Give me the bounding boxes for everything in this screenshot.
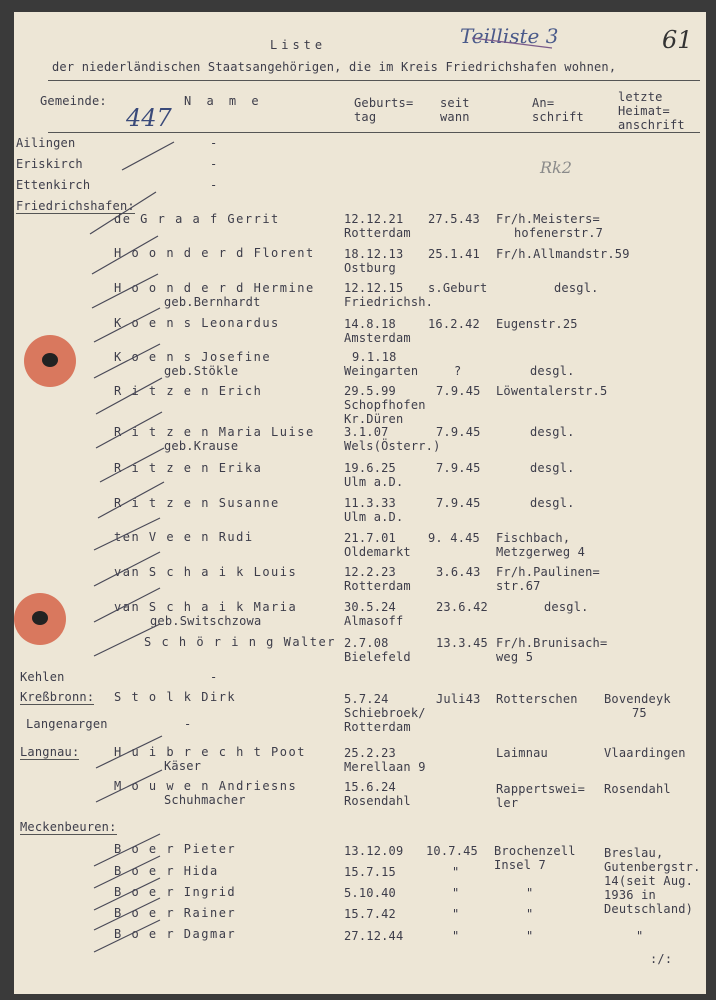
pencil-note: Rk2 [540,158,572,177]
col-anschrift-2: schrift [532,110,584,124]
row-birthplace: Oldemarkt [344,545,411,559]
row-address: desgl. [544,600,589,614]
row-name: de G r a a f Gerrit [114,212,280,226]
row-birth: 12.12.15 [344,281,404,295]
place-ailingen: Ailingen [16,136,76,150]
handwritten-page-number: 61 [662,26,693,54]
row-birthplace: Ulm a.D. [344,510,404,524]
row-birthplace-2: Rotterdam [344,720,411,734]
row-since: " [452,886,460,900]
handwritten-number: 447 [126,104,172,132]
row-birth: 27.12.44 [344,929,404,943]
row-birthplace: Friedrichsh. [344,295,434,309]
place-ettenkirch: Ettenkirch [16,178,91,192]
row-name: S c h ö r i n g Walter [144,635,336,649]
row-name-2: geb.Krause [164,439,239,453]
col-heimat-3: anschrift [618,118,685,132]
row-birthplace: Bielefeld [344,650,411,664]
row-home-2: Gutenbergstr. [604,860,701,874]
page-title: Liste [270,38,327,52]
row-birthplace: Ulm a.D. [344,475,404,489]
row-birthplace: Merellaan 9 [344,760,426,774]
row-address: Fr/h.Brunisach= [496,636,608,650]
col-heimat-2: Heimat= [618,104,670,118]
row-home: Vlaardingen [604,746,686,760]
row-name-2: geb.Switschzowa [150,614,262,628]
row-home: Rosendahl [604,782,671,796]
row-name: K o e n s Leonardus [114,316,280,330]
row-name-2: Käser [164,759,202,773]
row-address: Löwentalerstr.5 [496,384,608,398]
row-home: " [636,929,644,943]
row-birthplace: Amsterdam [344,331,411,345]
place-langnau: Langnau: [20,745,80,759]
row-name: van S c h a i k Louis [114,565,298,579]
col-gemeinde: Gemeinde: [40,94,107,108]
row-birthplace-2: Kr.Düren [344,412,404,426]
row-address: Eugenstr.25 [496,317,578,331]
dash: - [210,178,218,192]
row-home-2: 75 [632,706,647,720]
row-name: B o e r Rainer [114,906,237,920]
dash: - [210,157,218,171]
row-address: desgl. [530,496,575,510]
row-name: H u i b r e c h t Poot [114,745,306,759]
row-address: desgl. [530,425,575,439]
row-name: S t o l k Dirk [114,690,237,704]
row-home-3: 14(seit Aug. [604,874,694,888]
row-name: H o o n d e r d Hermine [114,281,315,295]
row-name: H o o n d e r d Florent [114,246,315,260]
handwritten-stamp: Teilliste 3 [460,24,559,48]
row-since: 7.9.45 [436,384,481,398]
row-birth: 9.1.18 [352,350,397,364]
row-birth: 13.12.09 [344,844,404,858]
row-address: Rotterschen [496,692,578,706]
row-name: van S c h a i k Maria [114,600,298,614]
place-kressbronn: Kreßbronn: [20,690,95,704]
row-since: " [452,907,460,921]
row-birth: 29.5.99 [344,384,396,398]
place-kehlen: Kehlen [20,670,65,684]
place-eriskirch: Eriskirch [16,157,83,171]
row-name: B o e r Ingrid [114,885,237,899]
row-address: Fr/h.Allmandstr.59 [496,247,630,261]
row-birth: 2.7.08 [344,636,389,650]
row-name: R i t z e n Susanne [114,496,280,510]
row-name: R i t z e n Erich [114,384,263,398]
row-address-2: weg 5 [496,650,534,664]
row-birth: 14.8.18 [344,317,396,331]
row-address: Fr/h.Meisters= [496,212,600,226]
page-subtitle: der niederländischen Staatsangehörigen, die im Kreis Friedrichshafen wohnen, [52,60,617,74]
row-name: ten V e e n Rudi [114,530,254,544]
dash: - [184,717,192,731]
row-address-2: Metzgerweg 4 [496,545,586,559]
document-sheet [14,12,706,994]
col-name: N a m e [184,94,263,108]
row-name: R i t z e n Erika [114,461,263,475]
row-address: Fischbach, [496,531,571,545]
row-birth: 19.6.25 [344,461,396,475]
row-birth: 18.12.13 [344,247,404,261]
row-name-2: Schuhmacher [164,793,246,807]
row-since: 10.7.45 [426,844,478,858]
row-birth: 12.2.23 [344,565,396,579]
row-since: ? [454,364,462,378]
row-name: B o e r Hida [114,864,219,878]
row-birth: 21.7.01 [344,531,396,545]
row-address-2: str.67 [496,579,541,593]
row-address: desgl. [554,281,599,295]
row-birth: 5.7.24 [344,692,389,706]
row-home-5: Deutschland) [604,902,694,916]
row-since: " [452,929,460,943]
row-birth: 12.12.21 [344,212,404,226]
row-address-2: hofenerstr.7 [514,226,604,240]
col-seit-2: wann [440,110,470,124]
row-address-2: Insel 7 [494,858,546,872]
continuation-mark: :/: [650,952,673,966]
dash: - [210,670,218,684]
row-address: desgl. [530,364,575,378]
row-since: 16.2.42 [428,317,480,331]
row-since: " [452,865,460,879]
row-since: 13.3.45 [436,636,488,650]
row-since: 3.6.43 [436,565,481,579]
row-name: R i t z e n Maria Luise [114,425,315,439]
row-birthplace: Rotterdam [344,226,411,240]
row-birth: 30.5.24 [344,600,396,614]
place-meckenbeuren: Meckenbeuren: [20,820,117,834]
row-address: Laimnau [496,746,548,760]
row-since: 9. 4.45 [428,531,480,545]
row-name: B o e r Dagmar [114,927,237,941]
row-address-2: ler [496,796,519,810]
row-birth: 11.3.33 [344,496,396,510]
row-since: 7.9.45 [436,496,481,510]
dash: - [210,136,218,150]
row-birthplace: Rotterdam [344,579,411,593]
col-heimat-1: letzte [618,90,663,104]
row-address: Rappertswei= [496,782,586,796]
col-geburtstag-1: Geburts= [354,96,414,110]
place-langenargen: Langenargen [26,717,108,731]
row-birth: 3.1.07 [344,425,389,439]
row-name: K o e n s Josefine [114,350,272,364]
row-home: Bovendeyk [604,692,671,706]
row-address: " [526,929,534,943]
row-address: " [526,886,534,900]
row-birth: 15.6.24 [344,780,396,794]
row-birthplace: Schopfhofen [344,398,426,412]
row-name-2: geb.Bernhardt [164,295,261,309]
row-address: Brochenzell [494,844,576,858]
row-name: B o e r Pieter [114,842,237,856]
col-anschrift-1: An= [532,96,555,110]
row-since: 7.9.45 [436,425,481,439]
row-birthplace: Ostburg [344,261,396,275]
row-birthplace: Wels(Österr.) [344,439,441,453]
row-address: Fr/h.Paulinen= [496,565,600,579]
row-name: M o u w e n Andriesns [114,779,298,793]
row-birthplace: Rosendahl [344,794,411,808]
row-birthplace: Schiebroek/ [344,706,426,720]
row-birth: 25.2.23 [344,746,396,760]
row-birth: 5.10.40 [344,886,396,900]
row-birth: 15.7.42 [344,907,396,921]
row-since: s.Geburt [428,281,488,295]
row-birthplace: Weingarten [344,364,419,378]
row-name-2: geb.Stökle [164,364,239,378]
row-since: 25.1.41 [428,247,480,261]
row-home: Breslau, [604,846,664,860]
row-address: desgl. [530,461,575,475]
place-friedrichshafen: Friedrichshafen: [16,199,135,213]
check-marks [14,12,706,994]
col-geburtstag-2: tag [354,110,377,124]
row-birth: 15.7.15 [344,865,396,879]
row-since: 27.5.43 [428,212,480,226]
row-address: " [526,907,534,921]
row-birthplace: Almasoff [344,614,404,628]
col-seit-1: seit [440,96,470,110]
row-since: Juli43 [436,692,481,706]
row-since: 7.9.45 [436,461,481,475]
row-home-4: 1936 in [604,888,656,902]
row-since: 23.6.42 [436,600,488,614]
